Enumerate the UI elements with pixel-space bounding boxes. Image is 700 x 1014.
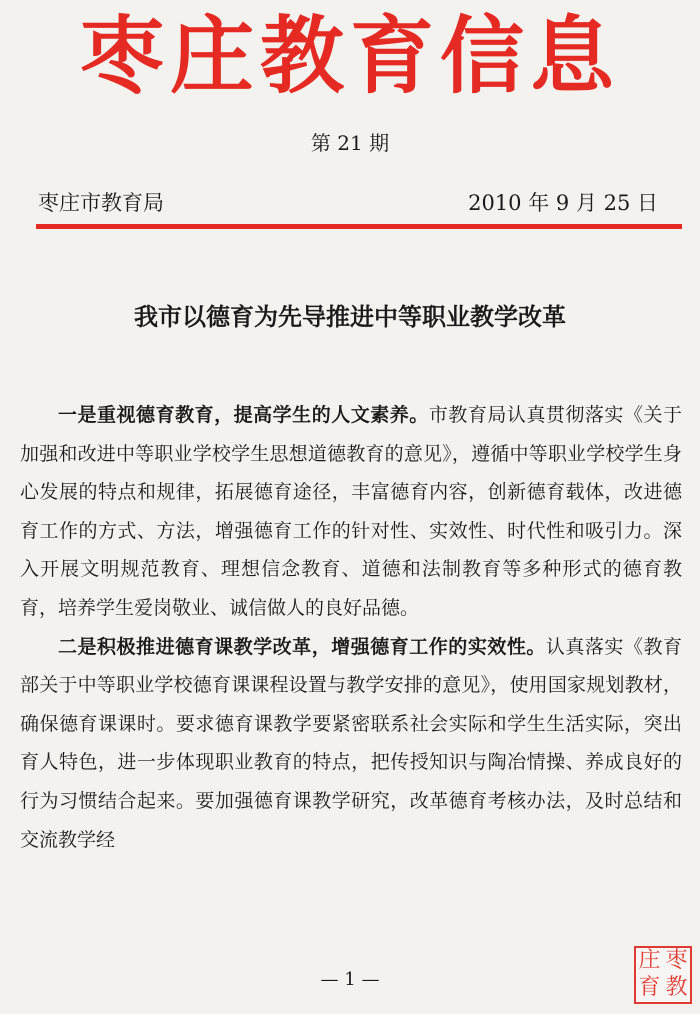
article-paragraph: [20, 628, 682, 860]
seal-char: 育: [638, 975, 661, 1000]
article-paragraph: [20, 396, 682, 628]
paragraph-text: 市教育局认真贯彻落实《关于加强和改进中等职业学校学生思想道德教育的意见》，遵循中等职业学校学生身心发展的特点和规律，拓展德育途径，丰富德育内容，创新德育载体，改进德育工作的方式、方法，增强德育工作的针对性、实效性、时代性和吸引力。深入开展文明规范教育、理想信念教育、道德和法制教育等多种形式的德育教育，培养学生爱岗敬业、诚信做人的良好品德。: [20, 404, 682, 619]
issuer-name: 枣庄市教育局: [38, 191, 164, 215]
article-headline: 我市以德育为先导推进中等职业教学改革: [134, 302, 566, 331]
publish-date: 2010 年 9 月 25 日: [468, 191, 658, 215]
paragraph-lead: 二是积极推进德育课教学改革，增强德育工作的实效性。: [58, 635, 546, 658]
masthead-title: 枣庄教育信息: [79, 6, 620, 105]
paragraph-text: 认真落实《教育部关于中等职业学校德育课课程设置与教学安排的意见》，使用国家规划教材，确保德育课课时。要求德育课教学要紧密联系社会实际和学生生活实际，突出育人特色，进一步体现职业教育的特点，把传授知识与陶冶情操、养成良好的行为习惯结合起来。要加强德育课教学研究，改革德育考核办法，及时总结和交流教学经: [20, 635, 682, 851]
issue-number: 第 21 期: [310, 131, 390, 155]
seal-char: 教: [665, 975, 688, 1000]
page-number: — 1 —: [320, 969, 380, 990]
seal-stamp: [634, 946, 692, 1004]
article-body: [20, 396, 682, 859]
seal-char: 枣: [665, 948, 688, 973]
masthead-red-rule: [36, 224, 682, 229]
seal-char: 庄: [638, 948, 661, 973]
paragraph-lead: 一是重视德育教育，提高学生的人文素养。: [58, 404, 429, 426]
